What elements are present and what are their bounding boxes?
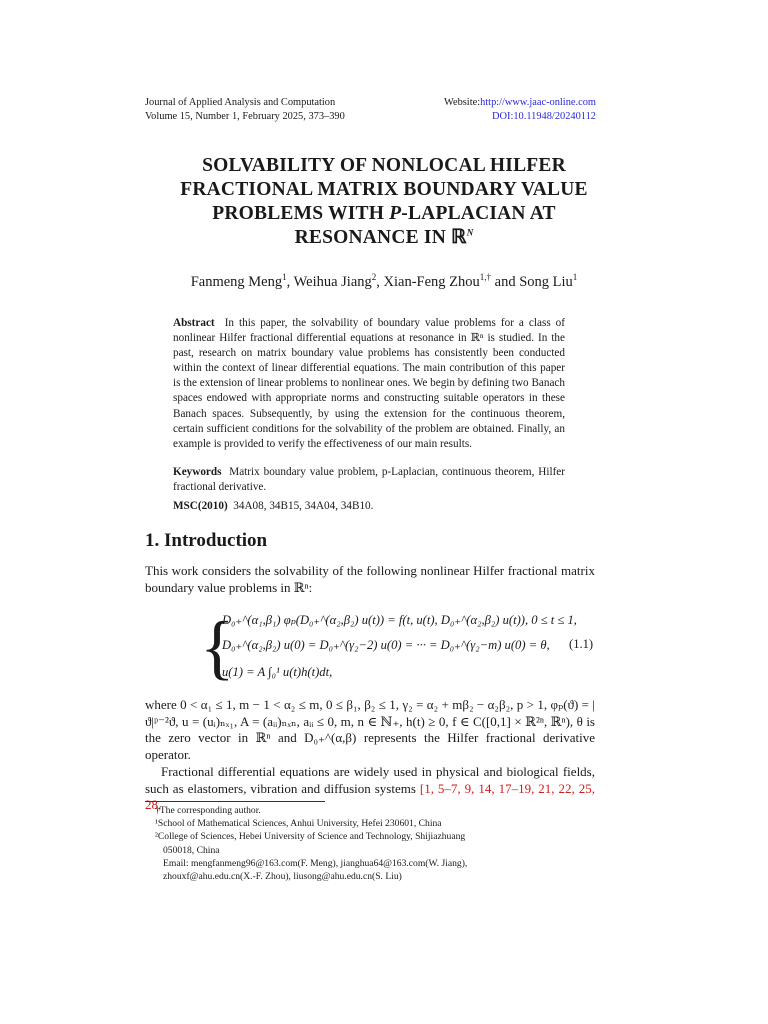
msc-label: MSC(2010) (173, 500, 228, 512)
intro-paragraph-2: where 0 < α₁ ≤ 1, m − 1 < α₂ ≤ m, 0 ≤ β₁, β₂ ≤ 1, γ₂ = α₂ + mβ₂ − α₂β₂, p > 1, φₚ(ϑ) = |ϑ|ᵖ⁻²ϑ, u = (uᵢ)ₙₓ₁, A = (aᵢᵢ)ₙₓₙ, aᵢᵢ ≤ 0, m, n ∈ ℕ₊, h(t) ≥ 0, f ∈ C([0,1] × ℝ²ⁿ, ℝⁿ), θ is the zero vector in ℝⁿ and D₀₊^(α,β) represents the Hilfer fractional derivative operator. (145, 697, 595, 762)
keywords (173, 465, 565, 495)
journal-volume: Volume 15, Number 1, February 2025, 373–390 (145, 111, 345, 122)
footnote-affiliation-1: ¹School of Mathematical Sciences, Anhui University, Hefei 230601, China (155, 818, 442, 830)
journal-links (444, 96, 596, 124)
title-line-1: SOLVABILITY OF NONLOCAL HILFER (202, 155, 566, 176)
abstract-label: Abstract (173, 317, 215, 329)
left-brace-symbol: { (200, 607, 235, 687)
equation-number: (1.1) (569, 637, 594, 651)
doi-link[interactable]: DOI:10.11948/20240112 (492, 111, 596, 122)
paper-title (0, 154, 768, 250)
footnote-affiliation-2-cont: 050018, China (163, 844, 220, 856)
keywords-text: Matrix boundary value problem, p-Laplacian, continuous theorem, Hilfer fractional derivative. (173, 466, 565, 494)
equation-line-2: D₀₊^(α₂,β₂) u(0) = D₀₊^(γ₂−2) u(0) = ··· = D₀₊^(γ₂−m) u(0) = θ, (222, 638, 550, 652)
footnote-email-1: Email: mengfanmeng96@163.com(F. Meng), jianghua64@163.com(W. Jiang), (163, 857, 468, 869)
keywords-label: Keywords (173, 466, 222, 478)
footnote-divider (145, 801, 325, 802)
citation-links[interactable]: [1, 5–7, 9, 14, 17–19, 21, 22, 25, 28, (145, 780, 595, 813)
equation-line-3: u(1) = A ∫₀¹ u(t)h(t)dt, (222, 665, 333, 679)
footnote-email-2: zhouxf@ahu.edu.cn(X.-F. Zhou), liusong@ahu.edu.cn(S. Liu) (163, 871, 402, 883)
website-line (444, 96, 596, 110)
footnotes (155, 804, 595, 883)
footnote-affiliation-2: ²College of Sciences, Hebei University of Science and Technology, Shijiazhuang (155, 831, 466, 843)
journal-header (145, 96, 345, 124)
section-heading: 1. Introduction (145, 530, 268, 551)
title-line-4: RESONANCE IN ℝ$^N$ (294, 227, 474, 248)
website-link[interactable]: http://www.jaac-online.com (480, 97, 596, 108)
title-line-2: FRACTIONAL MATRIX BOUNDARY VALUE (180, 179, 588, 200)
intro-paragraph-1: This work considers the solvability of the following nonlinear Hilfer fractional matrix boundary value problems in ℝⁿ: (145, 563, 595, 595)
msc-classification (173, 500, 565, 512)
equation-line-1: D₀₊^(α₁,β₁) φₚ(D₀₊^(α₂,β₂) u(t)) = f(t, u(t), D₀₊^(α₂,β₂) u(t)), 0 ≤ t ≤ 1, (222, 613, 577, 627)
abstract (173, 316, 565, 452)
msc-codes: 34A08, 34B15, 34A04, 34B10. (233, 500, 374, 512)
abstract-text: In this paper, the solvability of boundary value problems for a class of nonlinear Hilfer fractional differential equations at resonance in ℝⁿ is studied. In the past, research on matrix boundary value problems has consistently been conducted within the context of linear differential equations. The main contribution of this paper is the extension of linear problems to nonlinear ones. We begin by defining two Banach spaces endowed with appropriate norms and constructing suitable operators in these Banach spaces. Subsequently, by using the extension for the continuous theorem, certain sufficient conditions for the solvability of the problem are obtained. Finally, an example is provided to verify the effectiveness of our main results. (173, 317, 566, 450)
author-list: Fanmeng Meng$^1$, Weihua Jiang$^2$, Xian-Feng Zhou$^{1,\dagger}$ and Song Liu$^1$ (190, 272, 578, 290)
footnote-corresponding: †The corresponding author. (155, 805, 261, 816)
intro-paragraph-3: Fractional differential equations are widely used in physical and biological fields, such as elastomers, vibration and diffusion systems [1, 5–7, 9, 14, 17–19, 21, 22, 25, 28, (145, 764, 595, 813)
title-line-3: PROBLEMS WITH P-LAPLACIAN AT (212, 203, 556, 224)
equation-system (200, 604, 600, 694)
website-label: Website: (443, 97, 481, 108)
journal-name: Journal of Applied Analysis and Computation (145, 97, 336, 108)
